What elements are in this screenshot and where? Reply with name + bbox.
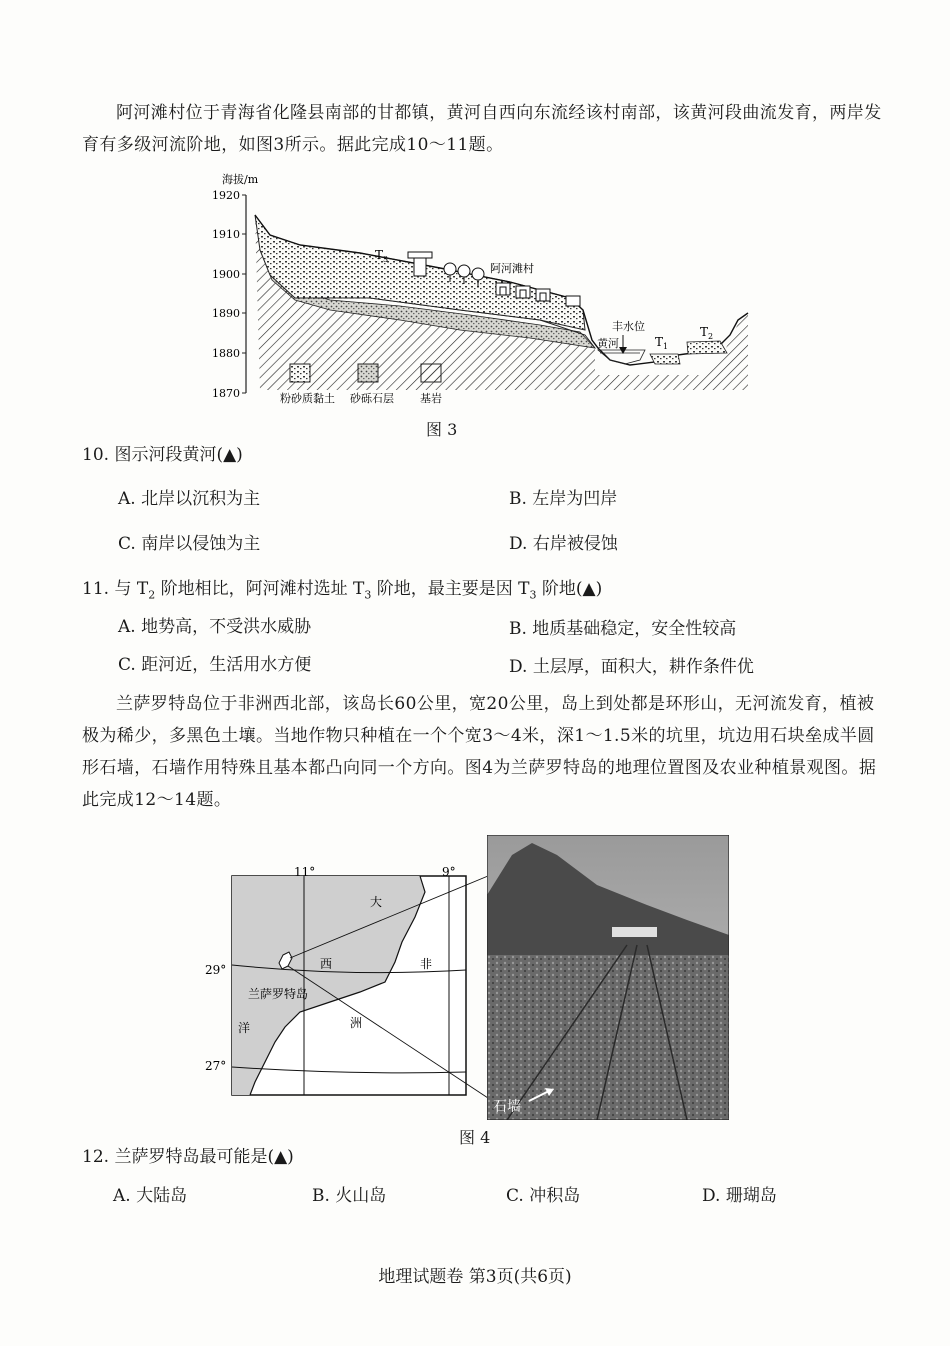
latitude-29: 29°	[205, 963, 227, 977]
q10-option-d: D. 右岸被侵蚀	[509, 534, 618, 554]
fig3-ylabel: 海拔/m	[222, 173, 259, 186]
q11-option-c: C. 距河近，生活用水方便	[118, 655, 312, 675]
label-zhou: 洲	[350, 1016, 363, 1030]
q11-option-b: B. 地质基础稳定，安全性较高	[509, 619, 737, 639]
legend-gravel-swatch	[358, 364, 378, 382]
figure-3-caption: 图 3	[426, 420, 458, 439]
figure-4-landscape-photo	[487, 835, 729, 1120]
fig3-tick: 1910	[212, 228, 240, 241]
label-fei: 非	[420, 957, 433, 971]
legend-gravel: 砂砾石层	[350, 392, 394, 405]
q12-option-b: B. 火山岛	[312, 1186, 387, 1206]
fig3-tick: 1920	[212, 189, 240, 202]
passage-2: 兰萨罗特岛位于非洲西北部，该岛长60公里，宽20公里，岛上到处都是环形山，无河流发育，植被极为稀少，多黑色土壤。当地作物只种植在一个个宽3～4米，深1～1.5米的坑里，坑边用石块垒成半圆形石墙，石墙作用特殊且基本都凸向同一个方向。图4为兰萨罗特岛的地理位置图及农业种植景观图。据此完成12～14题。	[82, 694, 877, 810]
label-xi: 西	[320, 957, 333, 971]
page-footer: 地理试题卷 第3页(共6页)	[378, 1267, 572, 1287]
q11-option-a: A. 地势高，不受洪水威胁	[118, 617, 312, 637]
longitude-11: 11°	[294, 865, 316, 879]
yellow-river-water	[598, 350, 645, 364]
fig3-tick: 1900	[212, 268, 240, 281]
legend-bedrock-swatch	[421, 364, 441, 382]
figure-4-location-map	[190, 862, 490, 1102]
label-yang: 洋	[238, 1021, 251, 1035]
question-11-stem: 11. 与 $T_2$ 阶地相比，阿河滩村选址 $T_3$ 阶地，最主要是因 $T_3$ 阶地(▲)	[82, 579, 603, 602]
village-label: 阿河滩村	[490, 262, 534, 275]
q12-option-a: A. 大陆岛	[113, 1186, 188, 1206]
legend-silty-clay-swatch	[290, 364, 310, 382]
q10-option-a: A. 北岸以沉积为主	[118, 489, 261, 509]
label-da: 大	[370, 895, 383, 909]
island-label: 兰萨罗特岛	[248, 987, 309, 1001]
q10-option-b: B. 左岸为凹岸	[509, 489, 618, 509]
fig3-tick: 1870	[212, 387, 240, 400]
question-10-stem: 10. 图示河段黄河(▲)	[82, 445, 243, 465]
t2-label: $T_2$	[700, 325, 714, 341]
terrace-t1	[650, 354, 680, 364]
figure-4-caption: 图 4	[459, 1128, 491, 1147]
longitude-9: 9°	[442, 865, 456, 879]
q12-option-c: C. 冲积岛	[506, 1186, 581, 1206]
fig3-tick: 1890	[212, 307, 240, 320]
t3-label: $T_3$	[375, 248, 389, 264]
t1-label: $T_1$	[655, 335, 669, 351]
fig3-tick: 1880	[212, 347, 240, 360]
passage-1: 阿河滩村位于青海省化隆县南部的甘都镇，黄河自西向东流经该村南部，该黄河段曲流发育，两岸发育有多级河流阶地，如图3所示。据此完成10～11题。	[82, 103, 882, 155]
stone-wall-label: 石墙	[493, 1099, 521, 1115]
river-label: 黄河	[597, 337, 619, 350]
legend-silty-clay: 粉砂质黏土	[280, 392, 335, 405]
legend-bedrock: 基岩	[420, 392, 442, 405]
terrace-t2	[687, 341, 727, 354]
figure-3-terrace-profile	[200, 170, 760, 410]
latitude-27: 27°	[205, 1059, 227, 1073]
q11-option-d: D. 土层厚，面积大，耕作条件优	[509, 657, 754, 677]
question-12-stem: 12. 兰萨罗特岛最可能是(▲)	[82, 1147, 294, 1167]
q12-option-d: D. 珊瑚岛	[702, 1186, 777, 1206]
q10-option-c: C. 南岸以侵蚀为主	[118, 534, 261, 554]
flood-level-label: 丰水位	[612, 320, 645, 333]
